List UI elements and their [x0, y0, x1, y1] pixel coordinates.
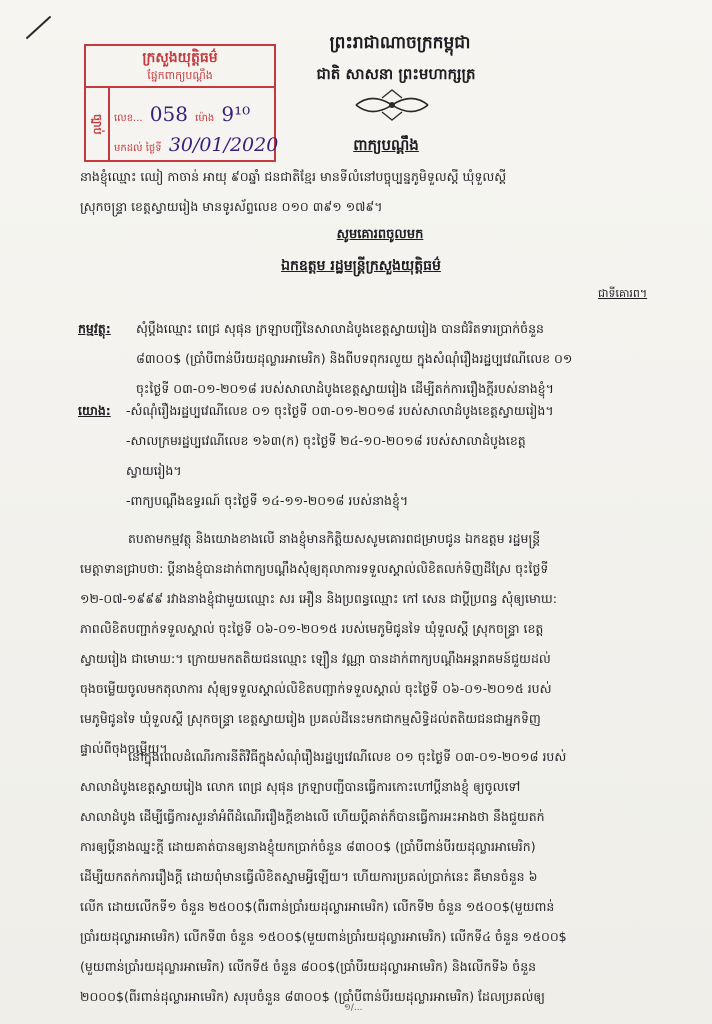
paragraph-line: ២០០០$(ពីរពាន់ដុល្លារអាមេរិក) សរុបចំនួន ៨៣០០$ (ប្រាំបីពាន់បីរយដុល្លារអាមេរិក) ដែលប្រគល់ឲ្យ — [80, 989, 546, 1004]
intro-paragraph — [80, 162, 680, 222]
stamp-time-label: ម៉ោង — [195, 113, 215, 124]
paragraph-line: ផ្ទាល់ពីចុងចម្លើយ។ — [80, 741, 168, 756]
reference-item: -សាលក្រមរដ្ឋប្បវេណីលេខ ១៦៣(ក) ចុះថ្ងៃទី ២៤-១០-២០១៨ របស់សាលាដំបូងខេត្ត — [126, 433, 526, 448]
paragraph-line: ដើម្បីយកតក់ការរឿងក្ដី ដោយពុំមានធ្វើលិខិតស្នាមអ្វីឡើយ។ ហើយការប្រគល់ប្រាក់នេះ គឺមានចំនួន ៦ — [80, 869, 538, 884]
subject-text — [136, 314, 686, 404]
pen-mark-icon — [24, 14, 54, 40]
paragraph-line: សាលាដំបូងខេត្តស្វាយរៀង លោក ពេជ្រ សុផុន ក្រឡាបញ្ជីបានធ្វើការកោះហៅប្ដីនាងខ្ញុំ ឲ្យចូលទៅ — [80, 779, 521, 794]
reference-item: -ពាក្យបណ្ដឹងឧទ្ធរណ៍ ចុះថ្ងៃទី ១៤-១១-២០១៨ របស់នាងខ្ញុំ។ — [126, 493, 409, 508]
national-motto: ជាតិ សាសនា ព្រះមហាក្សត្រ — [316, 65, 476, 83]
paragraph-line: ស្វាយរៀង ជាមោឃ:។ ក្រោយមកតតិយជនឈ្មោះ ឡឿន វណ្ណា បានដាក់ពាក្យបណ្ដឹងអន្តរាគមន៍ជួយដល់ — [80, 651, 551, 666]
paragraph-line: មេភូមិជូនទៃ ឃុំទួលស្ដី ស្រុកចន្ទ្រា ខេត្តស្វាយរៀង ប្រគល់ដីនេះមកជាកម្មសិទ្ធិដល់តតិយជនជាអ្នកទិញ — [80, 711, 541, 726]
stamp-number-label: លេខ... — [114, 113, 143, 124]
stamp-office: ផ្នែកពាក្យបណ្ដឹង — [147, 69, 213, 82]
paragraph-line: ចុងចម្លើយចូលមកតុលាការ សុំឲ្យទទួលស្គាល់លិខិតបញ្ជាក់ទទួលស្គាល់ ចុះថ្ងៃទី ០៦-០១-២០១៥ របស់ — [80, 681, 552, 696]
stamp-date-row — [114, 134, 278, 156]
paragraph-line: តបតាមកម្មវត្ថុ និងយោងខាងលើ នាងខ្ញុំមានកិត្តិយសសូមគោរពជម្រាបជូន ឯកឧត្តម រដ្ឋមន្ត្រី — [128, 531, 541, 546]
stamp-number-value: 058 — [149, 102, 188, 126]
paragraph-line: សាលាដំបូង ដើម្បីធ្វើការសួរនាំអំពីដំណើររឿងក្ដីខាងលើ ហើយប្ដីគាត់ក៏បានធ្វើការអះអាងថា នឹងជួយតក់ — [80, 809, 545, 824]
received-stamp — [84, 44, 279, 162]
body-paragraph-3 — [80, 742, 690, 1012]
subject-label: កម្មវត្ថុ: — [78, 321, 111, 336]
reference-item: -សំណុំរឿងរដ្ឋប្បវេណីលេខ ០១ ចុះថ្ងៃទី ០៣-០១-២០១៨ របស់សាលាដំបូងខេត្តស្វាយរៀង។ — [126, 403, 554, 418]
reference-item: ស្វាយរៀង។ — [126, 463, 182, 478]
subject-line: ៨៣០០$ (ប្រាំបីពាន់បីរយដុល្លារអាមេរិក) និងពីបទពុករលួយ ក្នុងសំណុំរឿងរដ្ឋប្បវេណីលេខ ០១ — [136, 351, 573, 366]
stamp-side-label: ច្បាប់ — [86, 88, 110, 160]
paragraph-line: ការឲ្យប្ដីនាងឈ្នះក្ដី ដោយគាត់បានឲ្យនាងខ្ញុំយកប្រាក់ចំនួន ៨៣០០$ (ប្រាំបីពាន់បីរយដុល្លារអាមេរិក) — [80, 839, 536, 854]
reference-label: យោង: — [78, 403, 111, 418]
paragraph-line: នៅក្នុងពេលដំណើរការនីតិវិធីក្នុងសំណុំរឿងរដ្ឋប្បវេណីលេខ ០១ ចុះថ្ងៃទី ០៣-០១-២០១៨ របស់ — [128, 749, 567, 764]
intro-line: នាងខ្ញុំឈ្មោះ ឈៀ កាចាន់ អាយុ ៩០ឆ្នាំ ជនជាតិខ្មែរ មានទីលំនៅបច្ចុប្បន្នភូមិទួលស្ដី ឃុំទួលស្ដី — [80, 169, 507, 184]
stamp-date-label: មកដល់ ថ្ងៃទី — [114, 143, 162, 154]
subject-line: ចុះថ្ងៃទី ០៣-០១-២០១៨ របស់សាលាដំបូងខេត្តស្វាយរៀង ដើម្បីតក់ការរឿងក្ដីរបស់នាងខ្ញុំ។ — [136, 381, 554, 396]
respect-closing: ជាទីគោរព។ — [598, 287, 648, 300]
paragraph-line: (មួយពាន់ប្រាំរយដុល្លារអាមេរិក) លើកទី៥ ចំនួន ៨០០$(ប្រាំបីរយដុល្លារអាមេរិក) និងលើកទី៦ ចំនួន — [80, 959, 537, 974]
page-number: ១/... — [344, 1003, 363, 1013]
paragraph-line: ១២-០៧-១៩៩៩ រវាងនាងខ្ញុំជាមួយឈ្មោះ សរ អឿន និងប្រពន្ធឈ្មោះ កៅ សេន ជាប្ដីប្រពន្ធ សុំឲ្យមោឃ: — [80, 591, 557, 606]
stamp-date-value: 30/01/2020 — [168, 134, 279, 156]
stamp-ministry: ក្រសួងយុត្តិធម៌ — [142, 50, 218, 66]
subject-line: សុំប្ដឹងឈ្មោះ ពេជ្រ សុផុន ក្រឡាបញ្ជីនៃសាលាដំបូងខេត្តស្វាយរៀង បានជំរិតទារប្រាក់ចំនួន — [136, 321, 544, 336]
paragraph-line: មេត្តាទានជ្រាបថា: ប្ដីនាងខ្ញុំបានដាក់ពាក្យបណ្ដឹងសុំឲ្យតុលាការទទួលស្គាល់លិខិតលក់ទិញដីស្រែ ចុះថ្ងៃទី — [80, 561, 549, 576]
document-title: ពាក្យបណ្ដឹង — [353, 136, 419, 154]
kingdom-heading: ព្រះរាជាណាចក្រកម្ពុជា — [329, 33, 471, 53]
ornament-divider-icon — [352, 88, 432, 122]
paragraph-line: លើក ដោយលើកទី១ ចំនួន ២៥០០$(ពីរពាន់ប្រាំរយដុល្លារអាមេរិក) លើកទី២ ចំនួន ១៥០០$(មួយពាន់ — [80, 899, 555, 914]
stamp-number-row — [114, 102, 254, 126]
intro-line: ស្រុកចន្ទ្រា ខេត្តស្វាយរៀង មានទូរស័ព្ទលេខ ០១០ ៣៩១ ១៧៩។ — [80, 199, 383, 214]
reference-list — [126, 396, 686, 516]
recipient-line: ឯកឧត្តម រដ្ឋមន្ត្រីក្រសួងយុត្តិធម៌ — [281, 258, 441, 274]
paragraph-line: ភាពលិខិតបញ្ជាក់ទទួលស្គាល់ ចុះថ្ងៃទី ០៦-០១-២០១៥ របស់មេភូមិជូនទៃ ឃុំទួលស្ដី ស្រុកចន្ទ្រា ខេត្ត — [80, 621, 544, 636]
respect-line: សូមគោរពចូលមក — [336, 227, 424, 242]
body-paragraph-2 — [80, 524, 690, 764]
paragraph-line: ប្រាំរយដុល្លារអាមេរិក) លើកទី៣ ចំនួន ១៥០០$(មួយពាន់ប្រាំរយដុល្លារអាមេរិក) លើកទី៤ ចំនួន ១៥០០$ — [80, 929, 567, 944]
stamp-time-value: 9¹⁰ — [221, 102, 251, 126]
stamp-header — [86, 46, 274, 88]
